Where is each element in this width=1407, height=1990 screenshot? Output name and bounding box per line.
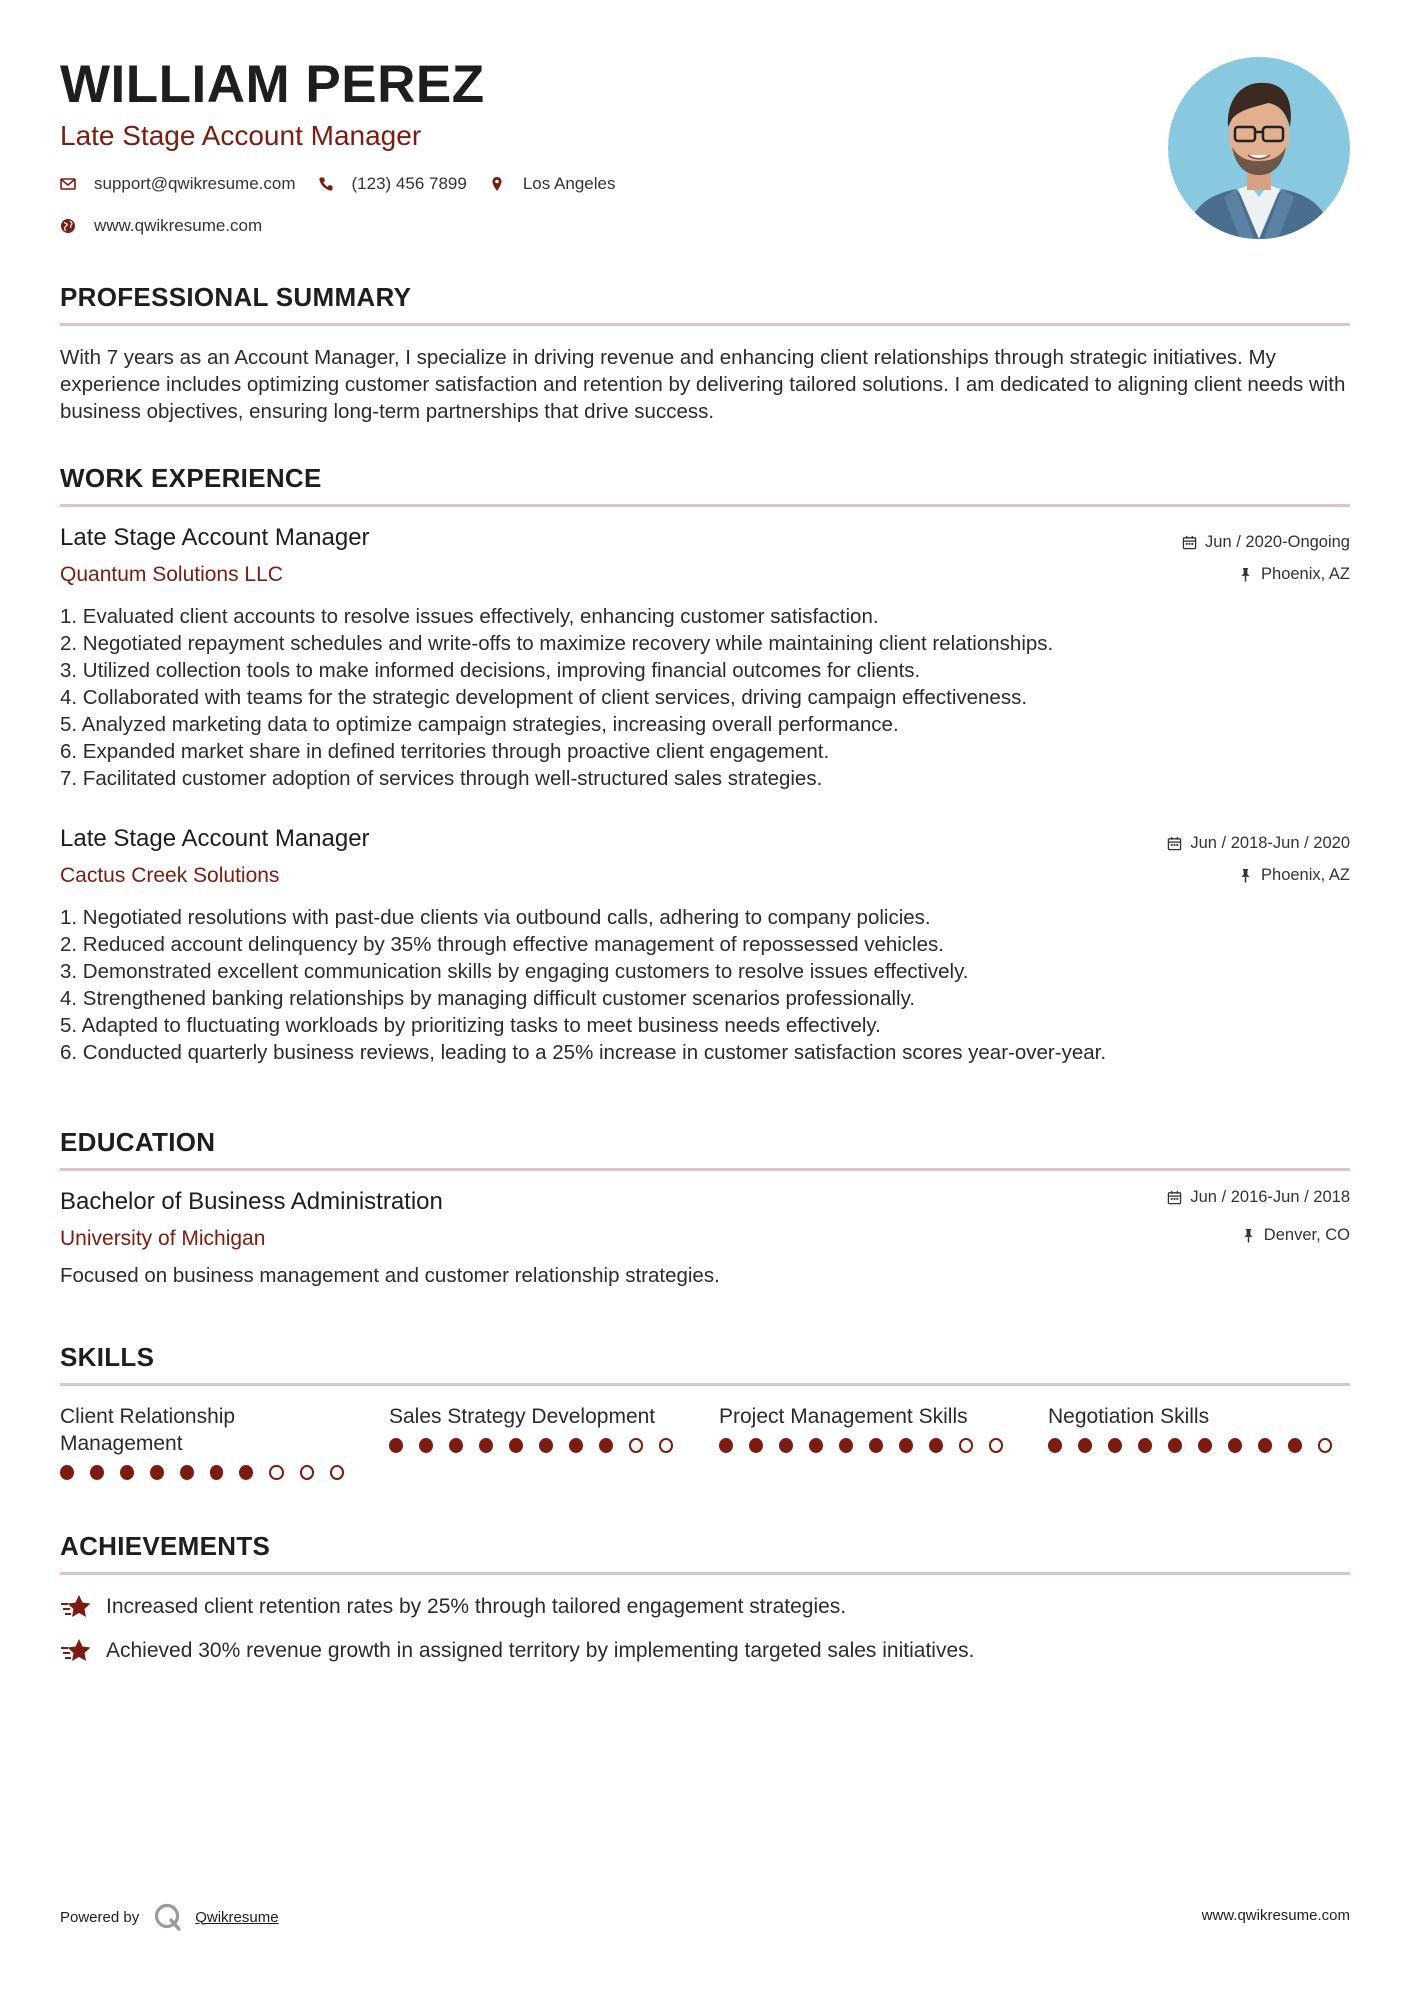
bullet-item: 5. Adapted to fluctuating workloads by prioritizing tasks to meet business needs effectively. bbox=[60, 1014, 881, 1037]
calendar-icon bbox=[1182, 535, 1197, 550]
powered-by-label: Powered by bbox=[60, 1908, 140, 1926]
phone-item bbox=[318, 174, 467, 194]
rating-dot-filled bbox=[539, 1438, 553, 1453]
job-dates bbox=[1167, 834, 1350, 853]
rating-dot-filled bbox=[479, 1438, 493, 1453]
qwikresume-logo-icon bbox=[153, 1902, 183, 1932]
education-dates bbox=[1167, 1188, 1350, 1207]
bullet-item: 4. Strengthened banking relationships by managing difficult customer scenarios professionally. bbox=[60, 987, 916, 1010]
job-bullets bbox=[60, 603, 1350, 792]
rating-dot-filled bbox=[239, 1465, 253, 1480]
avatar-image bbox=[1168, 57, 1350, 239]
skill-item bbox=[1048, 1403, 1348, 1453]
rating-dot-filled bbox=[899, 1438, 913, 1453]
bullet-item: 6. Conducted quarterly business reviews, leading to a 25% increase in customer satisfaction scores year-over-year. bbox=[60, 1041, 1107, 1064]
skills-section bbox=[60, 1342, 1350, 1386]
rating-dot-filled bbox=[719, 1438, 733, 1453]
section-divider bbox=[60, 1383, 1350, 1386]
calendar-icon bbox=[1167, 836, 1182, 851]
calendar-icon bbox=[1167, 1190, 1182, 1205]
location-item bbox=[489, 174, 616, 194]
rating-dot-filled bbox=[749, 1438, 763, 1453]
job-bullets bbox=[60, 904, 1350, 1066]
rating-dot-empty bbox=[629, 1438, 643, 1453]
job-dates-text: Jun / 2018-Jun / 2020 bbox=[1190, 834, 1350, 852]
rating-dot-filled bbox=[1258, 1438, 1272, 1453]
company-name: Cactus Creek Solutions bbox=[60, 864, 280, 887]
profile-photo bbox=[1168, 57, 1350, 239]
section-divider bbox=[60, 323, 1350, 326]
achievement-text: Increased client retention rates by 25% through tailored engagement strategies. bbox=[106, 1595, 847, 1618]
skill-label: Client Relationship Management bbox=[60, 1405, 236, 1455]
rating-dot-filled bbox=[929, 1438, 943, 1453]
rating-dot-filled bbox=[1048, 1438, 1062, 1453]
skill-item bbox=[60, 1403, 360, 1480]
email-item bbox=[60, 174, 296, 194]
rating-dot-filled bbox=[1228, 1438, 1242, 1453]
envelope-icon bbox=[60, 176, 76, 192]
rating-dot-filled bbox=[599, 1438, 613, 1453]
achievement-text: Achieved 30% revenue growth in assigned territory by implementing targeted sales initiatives. bbox=[106, 1639, 975, 1662]
skill-item bbox=[719, 1403, 1019, 1453]
rating-dot-filled bbox=[150, 1465, 164, 1480]
rating-dot-filled bbox=[389, 1438, 403, 1453]
rating-dot-filled bbox=[90, 1465, 104, 1480]
pushpin-icon bbox=[1238, 868, 1253, 883]
website-text[interactable]: www.qwikresume.com bbox=[94, 216, 263, 235]
bullet-item: 3. Utilized collection tools to make informed decisions, improving financial outcomes for clients. bbox=[60, 659, 921, 682]
rating-dot-empty bbox=[269, 1465, 283, 1480]
school-name: University of Michigan bbox=[60, 1227, 266, 1250]
brand-link[interactable]: Qwikresume bbox=[195, 1908, 279, 1926]
experience-section bbox=[60, 463, 1350, 507]
rating-dot-filled bbox=[1168, 1438, 1182, 1453]
rating-dot-filled bbox=[60, 1465, 74, 1480]
bullet-item: 3. Demonstrated excellent communication skills by engaging customers to resolve issues effectively. bbox=[60, 960, 969, 983]
summary-section bbox=[60, 282, 1350, 326]
bullet-item: 4. Collaborated with teams for the strategic development of client services, driving campaign effectiveness. bbox=[60, 686, 1028, 709]
rating-dot-filled bbox=[839, 1438, 853, 1453]
achievement-item bbox=[60, 1592, 846, 1622]
summary-text: With 7 years as an Account Manager, I specialize in driving revenue and enhancing client relationships through strategic initiatives. My experience includes optimizing customer satisfaction and retention by delivering tailored solutions. I am dedicated to aligning client needs with business objectives, ensuring long-term partnerships that drive success. bbox=[60, 346, 1346, 423]
website-row bbox=[60, 216, 284, 236]
rating-dot-filled bbox=[1288, 1438, 1302, 1453]
education-dates-text: Jun / 2016-Jun / 2018 bbox=[1190, 1188, 1350, 1206]
footer-website[interactable]: www.qwikresume.com bbox=[1201, 1907, 1350, 1924]
job-title: Late Stage Account Manager bbox=[60, 825, 370, 852]
candidate-title: Late Stage Account Manager bbox=[60, 120, 422, 151]
job-location-text: Phoenix, AZ bbox=[1261, 565, 1350, 583]
phone-icon bbox=[318, 176, 334, 192]
bullet-item: 6. Expanded market share in defined territories through proactive client engagement. bbox=[60, 740, 830, 763]
section-heading-skills: SKILLS bbox=[60, 1342, 155, 1372]
rating-dot-empty bbox=[1318, 1438, 1332, 1453]
section-divider bbox=[60, 1168, 1350, 1171]
education-location-text: Denver, CO bbox=[1263, 1226, 1350, 1244]
job-location bbox=[1238, 866, 1350, 885]
pushpin-icon bbox=[1241, 1228, 1256, 1243]
bullet-item: 1. Negotiated resolutions with past-due clients via outbound calls, adhering to company policies. bbox=[60, 906, 931, 929]
website-item bbox=[60, 216, 262, 236]
job-location bbox=[1238, 565, 1350, 584]
rating-dot-filled bbox=[509, 1438, 523, 1453]
contact-row bbox=[60, 174, 637, 194]
rating-dot-filled bbox=[1078, 1438, 1092, 1453]
rating-dot-filled bbox=[180, 1465, 194, 1480]
section-heading-achievements: ACHIEVEMENTS bbox=[60, 1531, 271, 1561]
email-text[interactable]: support@qwikresume.com bbox=[94, 174, 296, 193]
skill-label: Sales Strategy Development bbox=[389, 1405, 656, 1428]
rating-dot-empty bbox=[659, 1438, 673, 1453]
rating-dot-filled bbox=[869, 1438, 883, 1453]
company-name: Quantum Solutions LLC bbox=[60, 563, 283, 586]
rating-dot-filled bbox=[809, 1438, 823, 1453]
achievement-item bbox=[60, 1636, 974, 1666]
job-dates-text: Jun / 2020-Ongoing bbox=[1205, 533, 1350, 551]
job-location-text: Phoenix, AZ bbox=[1261, 866, 1350, 884]
rating-dot-filled bbox=[1198, 1438, 1212, 1453]
map-pin-icon bbox=[489, 176, 505, 192]
rating-dot-empty bbox=[330, 1465, 344, 1480]
bullet-item: 2. Reduced account delinquency by 35% through effective management of repossessed vehicles. bbox=[60, 933, 944, 956]
job-dates bbox=[1182, 533, 1350, 552]
section-heading-education: EDUCATION bbox=[60, 1127, 216, 1157]
rating-dot-empty bbox=[989, 1438, 1003, 1453]
candidate-name: WILLIAM PEREZ bbox=[60, 55, 485, 114]
rating-dot-filled bbox=[1138, 1438, 1152, 1453]
education-location bbox=[1241, 1226, 1350, 1245]
education-section bbox=[60, 1127, 1350, 1171]
section-heading-summary: PROFESSIONAL SUMMARY bbox=[60, 282, 412, 312]
achievements-section bbox=[60, 1531, 1350, 1575]
footer-powered-by bbox=[60, 1902, 279, 1932]
skill-rating bbox=[1048, 1438, 1348, 1453]
rating-dot-filled bbox=[419, 1438, 433, 1453]
rating-dot-filled bbox=[449, 1438, 463, 1453]
degree-title: Bachelor of Business Administration bbox=[60, 1188, 443, 1215]
globe-icon bbox=[60, 218, 76, 234]
skill-label: Negotiation Skills bbox=[1048, 1405, 1210, 1428]
star-icon bbox=[60, 1592, 92, 1622]
section-divider bbox=[60, 1572, 1350, 1575]
pushpin-icon bbox=[1238, 567, 1253, 582]
skill-item bbox=[389, 1403, 689, 1453]
job-title: Late Stage Account Manager bbox=[60, 524, 370, 551]
rating-dot-filled bbox=[779, 1438, 793, 1453]
bullet-item: 2. Negotiated repayment schedules and write-offs to maximize recovery while maintaining client relationships. bbox=[60, 632, 1054, 655]
rating-dot-empty bbox=[300, 1465, 314, 1480]
skill-label: Project Management Skills bbox=[719, 1405, 968, 1428]
skill-rating bbox=[60, 1465, 360, 1480]
skill-rating bbox=[389, 1438, 689, 1453]
education-description: Focused on business management and customer relationship strategies. bbox=[60, 1264, 720, 1287]
bullet-item: 7. Facilitated customer adoption of services through well-structured sales strategies. bbox=[60, 767, 823, 790]
bullet-item: 1. Evaluated client accounts to resolve issues effectively, enhancing customer satisfaction. bbox=[60, 605, 879, 628]
rating-dot-empty bbox=[959, 1438, 973, 1453]
rating-dot-filled bbox=[1108, 1438, 1122, 1453]
bullet-item: 5. Analyzed marketing data to optimize campaign strategies, increasing overall performance. bbox=[60, 713, 899, 736]
rating-dot-filled bbox=[120, 1465, 134, 1480]
rating-dot-filled bbox=[210, 1465, 224, 1480]
phone-text[interactable]: (123) 456 7899 bbox=[351, 174, 467, 193]
section-heading-experience: WORK EXPERIENCE bbox=[60, 463, 322, 493]
section-divider bbox=[60, 504, 1350, 507]
location-text: Los Angeles bbox=[522, 174, 616, 193]
rating-dot-filled bbox=[569, 1438, 583, 1453]
skill-rating bbox=[719, 1438, 1019, 1453]
star-icon bbox=[60, 1636, 92, 1666]
